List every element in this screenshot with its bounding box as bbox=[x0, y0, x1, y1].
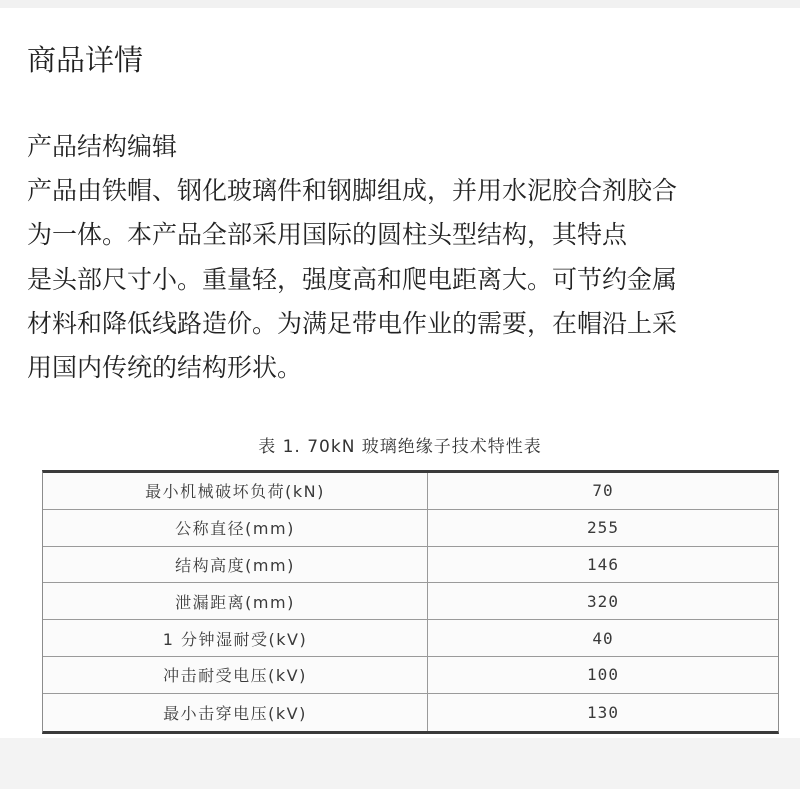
spec-name-cell: 公称直径(mm) bbox=[43, 510, 428, 546]
table-row bbox=[43, 583, 778, 620]
spec-name-cell: 泄漏距离(mm) bbox=[43, 583, 428, 619]
spec-value-cell: 255 bbox=[587, 518, 619, 538]
spec-value-cell: 146 bbox=[587, 554, 619, 574]
spec-value-cell: 100 bbox=[587, 665, 619, 685]
description-line: 为一体。本产品全部采用国际的圆柱头型结构，其特点 bbox=[27, 220, 628, 249]
spec-value-cell: 320 bbox=[587, 591, 619, 611]
spec-name-cell: 最小机械破坏负荷(kN) bbox=[43, 473, 428, 509]
spec-value-cell: 40 bbox=[592, 628, 614, 648]
section-heading: 产品结构编辑 bbox=[27, 132, 178, 161]
description-line: 是头部尺寸小。重量轻，强度高和爬电距离大。可节约金属 bbox=[27, 265, 678, 294]
description-line: 材料和降低线路造价。为满足带电作业的需要，在帽沿上采 bbox=[27, 309, 678, 338]
spec-value-cell: 130 bbox=[587, 702, 619, 722]
top-divider-band bbox=[0, 0, 800, 8]
spec-name-cell: 最小击穿电压(kV) bbox=[43, 694, 428, 731]
description-line: 产品由铁帽、钢化玻璃件和钢脚组成，并用水泥胶合剂胶合 bbox=[27, 176, 678, 205]
bottom-divider-band bbox=[0, 738, 800, 789]
table-row bbox=[43, 620, 778, 657]
spec-value-cell: 70 bbox=[592, 481, 614, 501]
table-caption: 表 1. 70kN 玻璃绝缘子技术特性表 bbox=[258, 437, 542, 457]
spec-table bbox=[42, 470, 779, 734]
spec-name-cell: 结构高度(mm) bbox=[43, 547, 428, 583]
spec-name-cell: 冲击耐受电压(kV) bbox=[43, 657, 428, 693]
table-row bbox=[43, 657, 778, 694]
table-row bbox=[43, 694, 778, 731]
table-row bbox=[43, 473, 778, 510]
page-title: 商品详情 bbox=[27, 43, 144, 77]
spec-name-cell: 1 分钟湿耐受(kV) bbox=[43, 620, 428, 656]
description-line: 用国内传统的结构形状。 bbox=[27, 353, 303, 382]
table-row bbox=[43, 510, 778, 547]
table-row bbox=[43, 547, 778, 584]
